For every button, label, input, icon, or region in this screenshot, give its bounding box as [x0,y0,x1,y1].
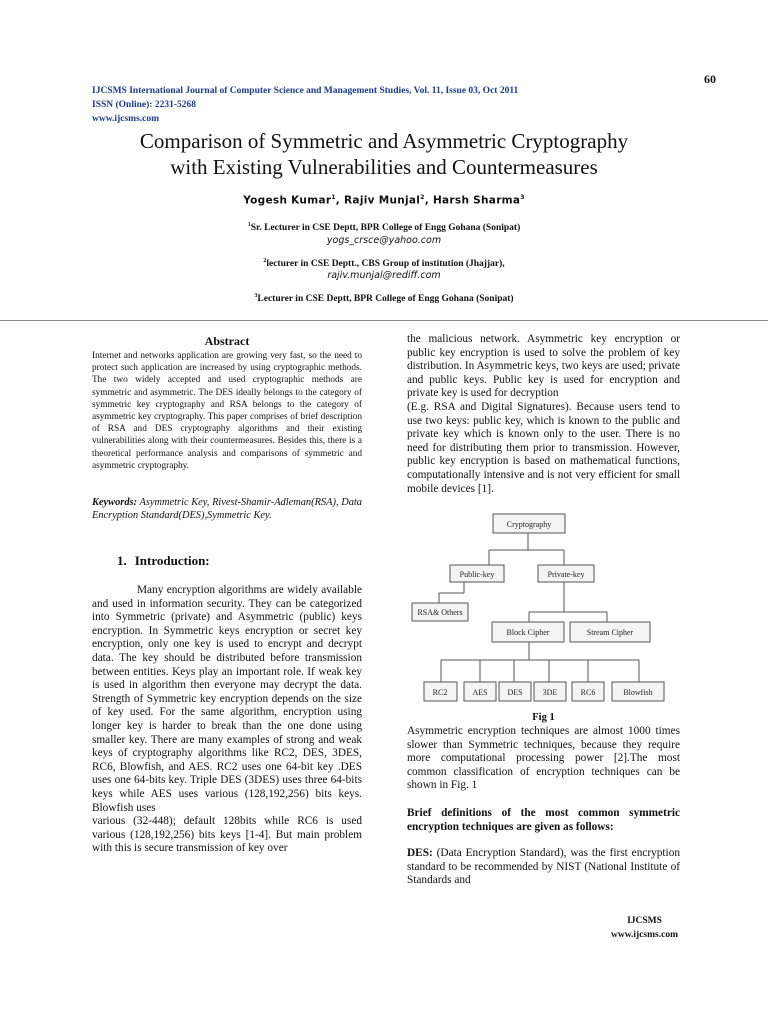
introduction-body [92,584,362,856]
des-text: (Data Encryption Standard), was the first encryption standard to be recommended by NIST (National Institute of Standards and [407,847,680,887]
node-private-key [538,565,594,582]
leaf-rc6 [572,682,604,701]
des-label: DES: [407,847,433,859]
abstract-text: Internet and networks application are growing very fast, so the need to protect such application are increased by using cryptographic methods. The two widely accepted and used cryptographic methods are symmetric and asymmetric. The DES ideally belongs to the category of symmetric key cryptography and RSA belongs to the category of asymmetric key cryptography. This paper comprises of brief description of RSA and DES cryptography algorithms and their existing vulnerabilities along with their countermeasures. Besides this, there is a theoretical performance analysis and comparisons of symmetric and asymmetric cryptography. [92,351,362,471]
page-footer [611,914,678,942]
author-list: Yogesh Kumar$^1$, Rajiv Munjal$^2$, Harsh Sharma$^3$ [243,194,525,207]
node-public-key [450,565,504,582]
des-paragraph [407,847,680,888]
leaf-blowfish [612,682,664,701]
affiliation-1: $^1$Sr. Lecturer in CSE Deptt, BPR College of Engg Gohana (Sonipat) [247,222,521,234]
paper-title [40,128,728,180]
intro-paragraph-1: Many encryption algorithms are widely available and used in information security. They can be categorized into Symmetric (private) and Asymmetric (public) keys encryption. In Symmetric keys encryption or secret key encryption, only one key is used to encrypt and decrypt data. The key should be distributed before transmission between entities. Keys play an important role. If weak key is used in algorithm then everyone may decrypt the data. Strength of Symmetric key encryption depends on the size of key used. For the same algorithm, encryption using longer key is harder to break than the one done using smaller key. There are many examples of strong and weak keys of cryptography algorithms like RC2, DES, 3DES, RC6, Blowfish, and AES. RC2 uses one 64-bit key .DES uses one 64-bits key. Triple DES (3DES) uses three 64-bits keys while AES uses various (128,192,256) bits keys. Blowfish uses [92,584,362,814]
node-cryptography [493,514,565,533]
svg-text:RC2: RC2 [432,688,448,697]
author-3: Harsh Sharma [432,194,521,207]
affiliation-3: $^3$Lecturer in CSE Deptt, BPR College of Engg Gohana (Sonipat) [254,293,514,305]
leaf-des [499,682,531,701]
keywords [92,496,362,522]
node-rsa-others [412,603,468,621]
svg-text:Blowfish: Blowfish [623,688,653,697]
author-3-mark: 3 [520,194,525,201]
abstract-heading: Abstract [204,334,250,348]
svg-text:Public-key: Public-key [459,570,495,579]
svg-text:RC6: RC6 [580,688,596,697]
author-2-mark: 2 [420,194,425,201]
email-2: rajiv.munjal@rediff.com [327,270,441,281]
title-line-2: with Existing Vulnerabilities and Countermeasures [170,155,598,179]
section-number: 1. [117,553,127,568]
journal-issn: ISSN (Online): 2231-5268 [92,100,196,110]
right-column-top [407,333,680,496]
svg-text:RSA& Others: RSA& Others [417,608,463,617]
author-1: Yogesh Kumar [243,194,332,207]
svg-text:Private-key: Private-key [547,570,585,579]
section-heading-introduction [117,553,210,569]
node-stream-cipher [570,622,650,642]
affiliation-2: $^2$lecturer in CSE Deptt., CBS Group of institution (Jhajjar), [263,258,505,270]
email-1: yogs_crsce@yahoo.com [326,235,442,246]
keywords-label: Keywords: [92,497,138,508]
leaf-3de [534,682,566,701]
author-2: Rajiv Munjal [344,194,421,207]
node-block-cipher [492,622,564,642]
intro-paragraph-2: various (32-448); default 128bits while RC6 is used various (128,192,256) bits keys [1-4]. But main problem with this is secure transmission of key over [92,815,362,855]
brief-definitions-heading: Brief definitions of the most common symmetric encryption techniques are given as follows: [407,807,680,833]
header-divider [0,320,768,321]
right-paragraph-3: Asymmetric encryption techniques are almost 1000 times slower than Symmetric techniques, because they require more computational processing power [2].The most common classification of encryption techniques can be shown in Fig. 1 [407,725,680,792]
right-paragraph-1: the malicious network. Asymmetric key encryption or public key encryption is used to solve the problem of key distribution. In Asymmetric keys, two keys are used; private and public keys. Public key is used for encryption and private key is used for decryption [407,333,680,400]
svg-text:Cryptography: Cryptography [506,520,552,529]
footer-journal: IJCSMS [627,916,662,926]
author-1-mark: 1 [331,194,336,201]
title-line-1: Comparison of Symmetric and Asymmetric Cryptography [139,129,629,153]
right-paragraph-2: (E.g. RSA and Digital Signatures). Because users tend to use two keys: public key, which is known to the public and private key which is known only to the user. There is no need for distributing them prior to transmission. However, public key encryption is based on mathematical functions, computationally intensive and is not very efficient for small mobile devices [1]. [407,400,680,495]
footer-url: www.ijcsms.com [610,930,678,940]
svg-text:AES: AES [472,688,488,697]
journal-url: www.ijcsms.com [92,114,160,124]
crypto-classification-figure [404,508,686,708]
section-title: Introduction: [134,553,210,568]
page-number: 60 [704,72,716,86]
leaf-rc2 [424,682,457,701]
keywords-text: Asymmetric Key, Rivest-Shamir-Adleman(RSA), Data Encryption Standard(DES),Symmetric Key. [92,497,362,521]
svg-text:DES: DES [507,688,523,697]
svg-text:Block Cipher: Block Cipher [506,628,550,637]
svg-text:3DE: 3DE [542,688,558,697]
leaf-aes [464,682,496,701]
svg-text:Stream Cipher: Stream Cipher [586,628,634,637]
figure-caption: Fig 1 [532,712,555,723]
journal-header-line: IJCSMS International Journal of Computer Science and Management Studies, Vol. 11, Issue 03, Oct 2011 [92,86,519,96]
